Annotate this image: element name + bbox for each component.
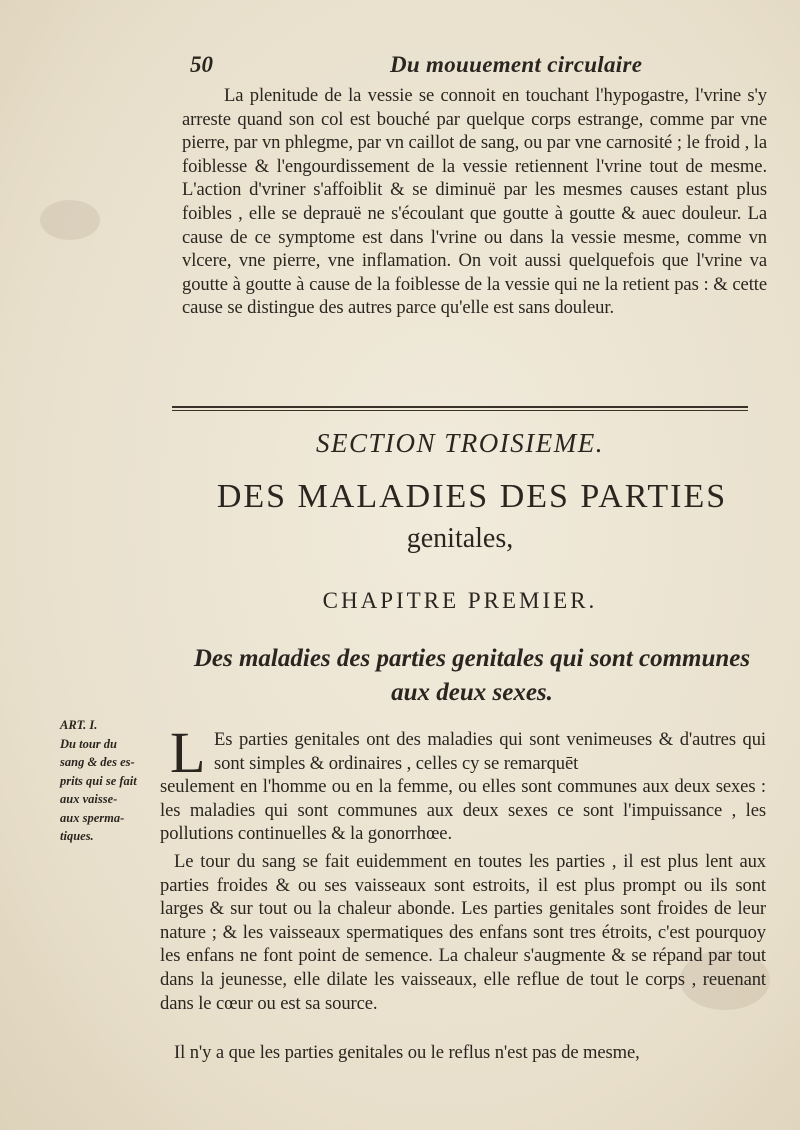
section-title-line1: DES MALADIES DES PARTIES: [216, 478, 728, 515]
section-label: SECTION TROISIEME.: [316, 428, 604, 458]
drop-cap: L: [170, 720, 206, 785]
margin-note: [60, 716, 168, 846]
chapter-title: Des maladies des parties genitales qui sont communes aux deux sexes.: [193, 645, 751, 706]
margin-line: prits qui se fait: [60, 773, 137, 788]
margin-article: ART. I.: [60, 718, 98, 732]
paragraph-blood-circulation: Le tour du sang se fait euidemment en toutes les parties , il est plus lent aux parties froides & ou ses vaisseaux sont estroits, il est plus prompt ou ils sont larges & sur tout ou la chaleur abonde. Les parties genitales sont froides de leur nature ; & les vaisseaux spermatiques des enfans sont tres étroits, c'est pourquoy les enfans ne font point de semence. La chaleur s'augmente & se répand par tout dans la jeunesse, elle dilate les vaisseaux, elle reflue de tout le corps , reuenant dans le cœur ou est sa source.: [160, 851, 766, 1014]
margin-line: tiques.: [60, 829, 94, 843]
section-divider: [172, 406, 748, 408]
paper-stain: [40, 200, 100, 240]
paragraph-urine: La plenitude de la vessie se connoit en touchant l'hypogastre, l'vrine s'y arreste quand son col est bouché par quelque corps estrange, comme par vne pierre, par vn phlegme, par vn caillot de sang, ou par vne carnosité ; le froid , la foiblesse & l'engourdissement de la vessie retiennent l'vrine tout de mesme. L'action d'vriner s'affoiblit & se diminuë par les mesmes causes estant plus foibles , elle se deprauë ne s'écoulant que goutte à goutte & auec douleur. La cause de ce symptome est dans l'vrine ou dans la vessie mesme, comme vn vlcere, vne pierre, vne inflamation. On voit aussi quelquefois que l'vrine va goutte à goutte à cause de la foiblesse de la vessie qui ne la retient pas : & cette cause se distingue des autres parce qu'elle est sans douleur.: [182, 85, 767, 319]
margin-line: aux vaisse-: [60, 792, 118, 806]
page-number: 50: [190, 52, 213, 77]
margin-line: sang & des es-: [60, 755, 135, 769]
section-title-line2: genitales,: [406, 523, 514, 554]
paragraph-last-line: Il n'y a que les parties genitales ou le reflus n'est pas de mesme,: [174, 1042, 640, 1063]
chapter-label: CHAPITRE PREMIER.: [322, 588, 598, 613]
paragraph-rest: seulement en l'homme ou en la femme, ou elles sont communes aux deux sexes : les maladies qui sont communes aux deux sexes ce sont l'impuissance , les pollutions continuelles & la gonorrhœe.: [160, 776, 766, 845]
page-header: [190, 52, 710, 82]
section-divider-thin: [172, 410, 748, 411]
paragraph-genital-diseases: [160, 728, 766, 846]
running-title: Du mouuement circulaire: [390, 52, 643, 77]
margin-line: Du tour du: [60, 736, 117, 751]
paragraph-lead: Es parties genitales ont des maladies qui sont venimeuses & d'autres qui sont simples & ordinaires , celles cy se remarquēt: [214, 729, 766, 774]
margin-line: aux sperma-: [60, 810, 125, 825]
